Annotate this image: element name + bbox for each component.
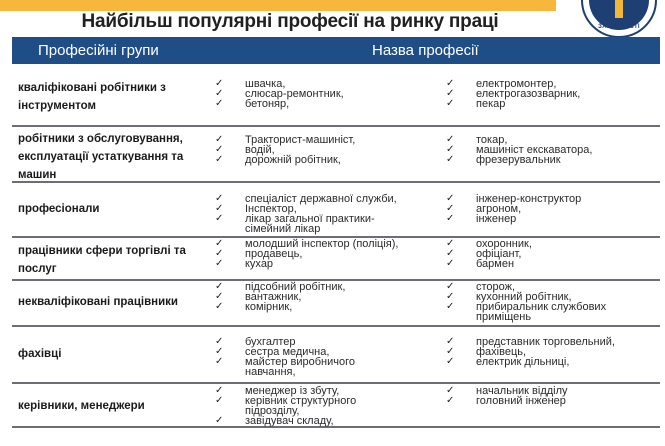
check-icon: ✓: [215, 291, 224, 302]
check-icon: ✓: [446, 134, 455, 145]
list-item: ✓ менеджер із збуту,: [215, 385, 340, 397]
table-row: [12, 64, 660, 127]
check-icon: ✓: [446, 203, 455, 214]
check-icon: ✓: [215, 248, 224, 259]
list-item: ✓ бармен: [446, 258, 515, 270]
profession-list-2: [446, 79, 660, 109]
list-item: ✓ завідувач складу,: [215, 415, 334, 427]
list-item: ✓ головний інженер: [446, 395, 566, 407]
page-title: Найбільш популярні професії на ринку праці: [81, 11, 499, 32]
list-item: ✓ начальник відділу: [446, 385, 568, 397]
group-label: професіонали: [18, 203, 100, 215]
profession-list-1: [215, 386, 445, 426]
check-icon: ✓: [215, 78, 224, 89]
list-item: ✓ інженер-конструктор: [446, 193, 582, 205]
check-icon: ✓: [215, 336, 224, 347]
check-icon: ✓: [446, 258, 455, 269]
list-item: ✓ водій,: [215, 144, 275, 156]
logo-text: ЗАЙНЯТОСТІ: [598, 24, 640, 30]
check-icon: ✓: [446, 395, 455, 406]
check-icon: ✓: [215, 356, 224, 367]
check-icon: ✓: [215, 213, 224, 224]
list-item: ✓ електрогазозварник,: [446, 88, 581, 100]
list-item: ✓ представник торговельний,: [446, 336, 615, 348]
profession-list-2: [446, 239, 660, 269]
profession-list-2: [446, 337, 660, 367]
profession-list-2: [446, 282, 660, 322]
profession-list-1: [215, 135, 445, 165]
list-item: ✓ підсобний робітник,: [215, 281, 346, 293]
list-item: ✓ дорожній робітник,: [215, 154, 341, 166]
list-item: ✓ охоронник,: [446, 238, 532, 250]
table-row: [12, 238, 660, 281]
list-item: ✓ молодший інспектор (поліція),: [215, 238, 399, 250]
group-label: робітники з обслуговування, експлуатації устаткування та машин: [18, 133, 184, 181]
check-icon: ✓: [446, 193, 455, 204]
profession-list-2: [446, 194, 660, 224]
list-item: ✓ офіціант,: [446, 248, 522, 260]
check-icon: ✓: [446, 281, 455, 292]
list-item: ✓ пекар: [446, 98, 506, 110]
list-item: ✓ Тракторист-машиніст,: [215, 134, 356, 146]
list-item: ✓ машиніст екскаватора,: [446, 144, 593, 156]
check-icon: ✓: [215, 281, 224, 292]
list-item: ✓ лікар загальної практики-сімейний лікар: [215, 213, 375, 235]
check-icon: ✓: [446, 291, 455, 302]
check-icon: ✓: [215, 301, 224, 312]
list-item: ✓ майстер виробничого навчання,: [215, 356, 356, 378]
profession-list-2: [446, 386, 660, 406]
check-icon: ✓: [215, 193, 224, 204]
check-icon: ✓: [446, 336, 455, 347]
group-label: некваліфіковані працівники: [18, 296, 178, 308]
check-icon: ✓: [446, 385, 455, 396]
check-icon: ✓: [215, 258, 224, 269]
check-icon: ✓: [446, 88, 455, 99]
check-icon: ✓: [215, 203, 224, 214]
list-item: ✓ електрик дільниці,: [446, 356, 570, 368]
list-item: ✓ вантажник,: [215, 291, 302, 303]
profession-list-1: [215, 194, 445, 234]
list-item: ✓ токар,: [446, 134, 508, 146]
list-item: ✓ сестра медична,: [215, 346, 330, 358]
list-item: ✓ інженер: [446, 213, 517, 225]
table-row: [12, 127, 660, 183]
profession-list-2: [446, 135, 660, 165]
check-icon: ✓: [215, 134, 224, 145]
group-label: працівники сфери торгівлі та послуг: [18, 245, 186, 275]
check-icon: ✓: [446, 154, 455, 165]
table-row: [12, 183, 660, 238]
check-icon: ✓: [446, 356, 455, 367]
profession-list-1: [215, 239, 445, 269]
list-item: ✓ продавець,: [215, 248, 303, 260]
check-icon: ✓: [215, 395, 224, 406]
list-item: ✓ електромонтер,: [446, 78, 557, 90]
list-item: ✓ фрезерувальник: [446, 154, 561, 166]
list-item: ✓ бетоняр,: [215, 98, 290, 110]
profession-list-1: [215, 337, 445, 377]
check-icon: ✓: [215, 144, 224, 155]
check-icon: ✓: [446, 248, 455, 259]
check-icon: ✓: [446, 346, 455, 357]
list-item: ✓ комірник,: [215, 301, 293, 313]
check-icon: ✓: [446, 238, 455, 249]
list-item: ✓ слюсар-ремонтник,: [215, 88, 344, 100]
check-icon: ✓: [215, 98, 224, 109]
check-icon: ✓: [446, 301, 455, 312]
check-icon: ✓: [215, 346, 224, 357]
list-item: ✓ сторож,: [446, 281, 516, 293]
table-row: [12, 327, 660, 384]
list-item: ✓ фахівець,: [446, 346, 527, 358]
column-header-groups: Професійні групи: [38, 42, 159, 59]
check-icon: ✓: [215, 88, 224, 99]
check-icon: ✓: [215, 154, 224, 165]
group-label: керівники, менеджери: [18, 400, 145, 412]
top-banner: [0, 0, 556, 11]
check-icon: ✓: [446, 78, 455, 89]
profession-list-1: [215, 282, 445, 312]
list-item: ✓ прибиральник службових приміщень: [446, 301, 607, 323]
group-label: кваліфіковані робітники з інструментом: [18, 82, 166, 112]
check-icon: ✓: [446, 213, 455, 224]
list-item: ✓ керівник структурного підрозділу,: [215, 395, 357, 417]
table-header: [12, 37, 660, 64]
check-icon: ✓: [215, 238, 224, 249]
list-item: ✓ бухгалтер: [215, 336, 296, 348]
column-header-professions: Назва професії: [372, 42, 479, 59]
group-label: фахівці: [18, 348, 62, 360]
check-icon: ✓: [215, 385, 224, 396]
list-item: ✓ Інспектор,: [215, 203, 297, 215]
tower-icon: [615, 0, 623, 18]
list-item: ✓ агроном,: [446, 203, 522, 215]
list-item: ✓ швачка,: [215, 78, 286, 90]
employment-service-logo: [581, 0, 657, 38]
profession-list-1: [215, 79, 445, 109]
list-item: ✓ кухар: [215, 258, 274, 270]
table-row: [12, 281, 660, 327]
table-row: [12, 384, 660, 428]
check-icon: ✓: [446, 98, 455, 109]
list-item: ✓ спеціаліст державної служби,: [215, 193, 397, 205]
list-item: ✓ кухонний робітник,: [446, 291, 572, 303]
check-icon: ✓: [446, 144, 455, 155]
check-icon: ✓: [215, 415, 224, 426]
